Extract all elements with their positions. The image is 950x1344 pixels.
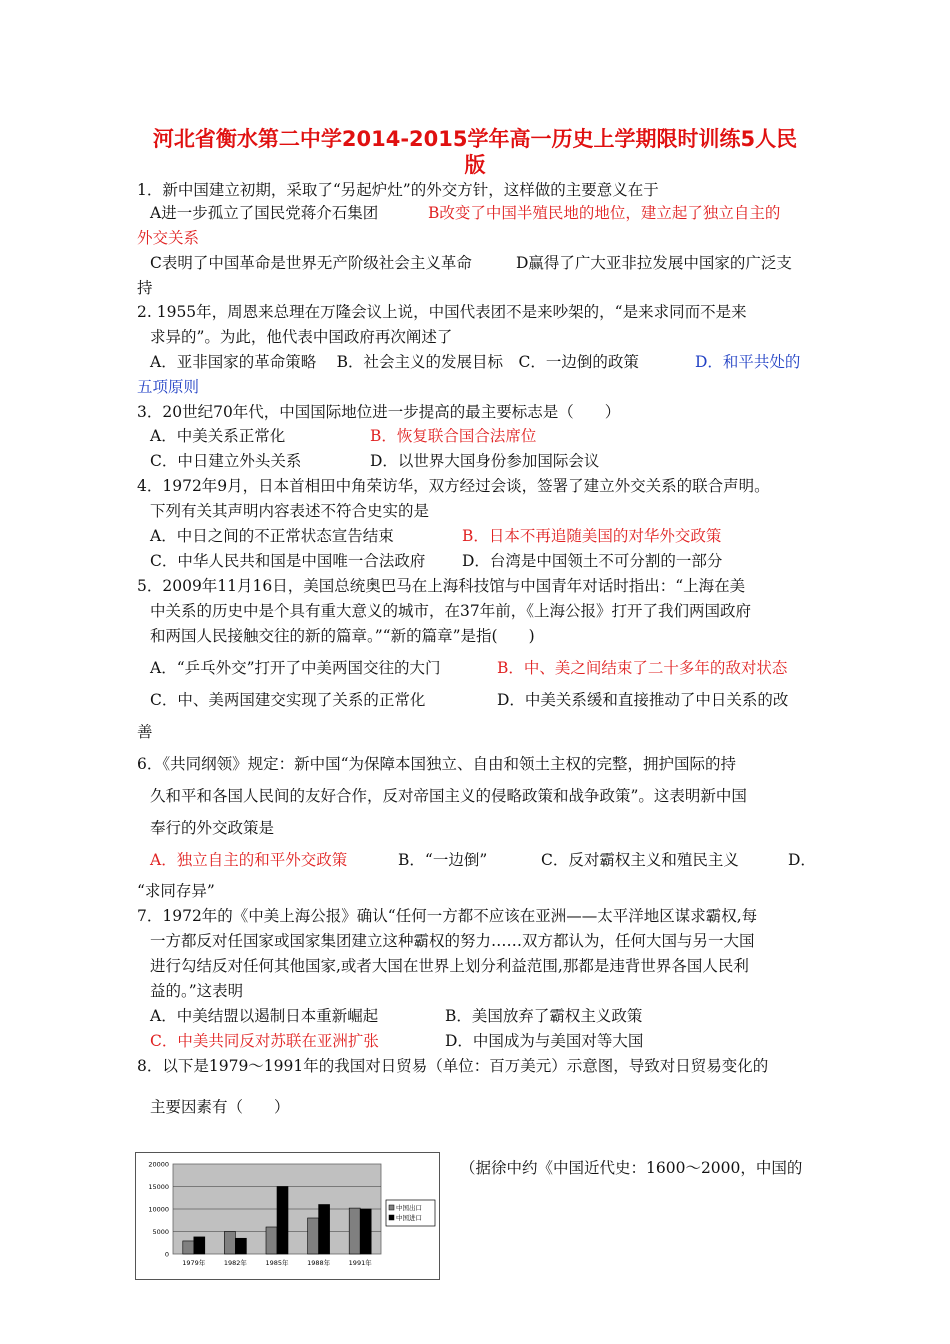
- y-tick-label: 5000: [152, 1228, 169, 1236]
- q1-option-d: D赢得了广大亚非拉发展中国家的广泛支: [516, 254, 792, 272]
- bar-export: [183, 1241, 194, 1254]
- q6-stem: 6．《共同纲领》规定：新中国“为保障本国独立、自由和领土主权的完整，拥护国际的持: [137, 755, 737, 773]
- q7-stem-cont: 一方都反对任国家或国家集团建立这种霸权的努力……双方都认为，任何大国与另一大国: [150, 932, 755, 950]
- q7-stem: 7．1972年的《中美上海公报》确认“任何一方都不应该在亚洲——太平洋地区谋求霸权,每: [137, 907, 758, 925]
- q2-option-d: D．和平共处的: [695, 353, 801, 371]
- q3-option-c: C．中日建立外头关系: [150, 452, 302, 470]
- legend-label: 中国出口: [396, 1204, 422, 1212]
- q7-option-a: A．中美结盟以遏制日本重新崛起: [150, 1007, 379, 1025]
- q5-option-d: D．中美关系缓和直接推动了中日关系的改: [497, 691, 789, 709]
- bar-import: [277, 1187, 288, 1255]
- q3-option-d: D．以世界大国身份参加国际会议: [370, 452, 600, 470]
- q5-stem-cont2: 和两国人民接触交往的新的篇章。”“新的篇章”是指( ): [150, 627, 535, 645]
- q4-option-a: A．中日之间的不正常状态宣告结束: [150, 527, 394, 545]
- q1-option-b-cont: 外交关系: [137, 229, 200, 247]
- q6-option-d: D．: [788, 851, 816, 869]
- legend-label: 中国进口: [396, 1214, 422, 1222]
- q8-stem-cont: 主要因素有（ ）: [150, 1098, 290, 1116]
- q8-source-note: （据徐中约《中国近代史：1600～2000，中国的: [460, 1159, 803, 1177]
- page-title: 河北省衡水第二中学2014-2015学年高一历史上学期限时训练5人民: [152, 127, 798, 151]
- legend-swatch: [389, 1215, 394, 1220]
- page-title-cont: 版: [464, 153, 486, 177]
- q5-option-a: A．“乒乓外交”打开了中美两国交往的大门: [150, 659, 441, 677]
- legend-swatch: [389, 1205, 394, 1210]
- q2-option-d-cont: 五项原则: [137, 378, 200, 396]
- x-tick-label: 1982年: [223, 1259, 247, 1267]
- q6-option-b: B．“一边倒”: [398, 851, 488, 869]
- q2-stem-cont: 求异的”。为此，他代表中国政府再次阐述了: [150, 328, 453, 346]
- q7-option-c: C．中美共同反对苏联在亚洲扩张: [150, 1032, 379, 1050]
- q7-stem-cont2: 进行勾结反对任何其他国家,或者大国在世界上划分利益范围,那都是违背世界各国人民利: [150, 957, 749, 975]
- bar-export: [224, 1232, 235, 1255]
- q1-option-c: C表明了中国革命是世界无产阶级社会主义革命: [150, 254, 472, 272]
- q3-stem: 3．20世纪70年代，中国国际地位进一步提高的最主要标志是（ ）: [137, 403, 621, 421]
- q4-option-c: C．中华人民共和国是中国唯一合法政府: [150, 552, 426, 570]
- q6-option-d-cont: “求同存异”: [137, 882, 215, 900]
- y-tick-label: 20000: [148, 1160, 169, 1169]
- q3-option-a: A．中美关系正常化: [150, 427, 286, 445]
- q7-option-d: D．中国成为与美国对等大国: [445, 1032, 644, 1050]
- x-tick-label: 1985年: [265, 1259, 289, 1267]
- q5-option-c: C．中、美两国建交实现了关系的正常化: [150, 691, 426, 709]
- bar-import: [194, 1237, 205, 1254]
- q5-stem-cont: 中关系的历史中是个具有重大意义的城市，在37年前，《上海公报》打开了我们两国政府: [150, 602, 751, 620]
- bar-export: [349, 1208, 360, 1254]
- y-tick-label: 0: [164, 1250, 169, 1259]
- bar-import: [319, 1205, 330, 1255]
- q6-stem-cont2: 奉行的外交政策是: [150, 819, 275, 837]
- q7-stem-cont3: 益的。”这表明: [150, 982, 244, 1000]
- y-tick-label: 10000: [148, 1205, 169, 1214]
- bar-export: [266, 1227, 277, 1254]
- q7-option-b: B．美国放弃了霸权主义政策: [445, 1007, 643, 1025]
- q2-options-abc: A．亚非国家的革命策略 B．社会主义的发展目标 C．一边倒的政策: [150, 353, 639, 371]
- bar-import: [235, 1238, 246, 1254]
- q5-option-b: B．中、美之间结束了二十多年的敌对状态: [497, 659, 788, 677]
- x-tick-label: 1979年: [182, 1259, 206, 1267]
- q4-stem: 4．1972年9月，日本首相田中角荣访华，双方经过会谈，签署了建立外交关系的联合声明。: [137, 477, 770, 495]
- x-tick-label: 1991年: [348, 1259, 372, 1267]
- q5-option-d-cont: 善: [137, 723, 153, 741]
- q1-option-a: A进一步孤立了国民党蒋介石集团: [150, 204, 379, 222]
- trade-chart-svg: [136, 1153, 439, 1279]
- q4-stem-cont: 下列有关其声明内容表述不符合史实的是: [150, 502, 430, 520]
- q4-option-b: B．日本不再追随美国的对华外交政策: [462, 527, 722, 545]
- trade-chart: [135, 1152, 440, 1280]
- y-tick-label: 15000: [148, 1183, 169, 1191]
- bar-import: [360, 1209, 371, 1254]
- q5-stem: 5．2009年11月16日，美国总统奥巴马在上海科技馆与中国青年对话时指出：“上海在美: [137, 577, 746, 595]
- q6-option-c: C．反对霸权主义和殖民主义: [541, 851, 739, 869]
- bar-export: [308, 1218, 319, 1254]
- q6-option-a: A．独立自主的和平外交政策: [150, 851, 348, 869]
- q8-stem: 8．以下是1979～1991年的我国对日贸易（单位：百万美元）示意图，导致对日贸易变化的: [137, 1057, 769, 1075]
- q4-option-d: D．台湾是中国领土不可分割的一部分: [462, 552, 723, 570]
- q1-option-b: B改变了中国半殖民地的地位，建立起了独立自主的: [428, 204, 781, 222]
- x-tick-label: 1988年: [307, 1259, 331, 1267]
- q3-option-b: B．恢复联合国合法席位: [370, 427, 537, 445]
- q6-stem-cont: 久和平和各国人民间的友好合作，反对帝国主义的侵略政策和战争政策”。这表明新中国: [150, 787, 747, 805]
- q1-option-d-cont: 持: [137, 279, 153, 297]
- q1-stem: 1．新中国建立初期，采取了“另起炉灶”的外交方针，这样做的主要意义在于: [137, 181, 659, 199]
- q2-stem: 2. 1955年，周恩来总理在万隆会议上说，中国代表团不是来吵架的，“是来求同而不是来: [137, 303, 747, 321]
